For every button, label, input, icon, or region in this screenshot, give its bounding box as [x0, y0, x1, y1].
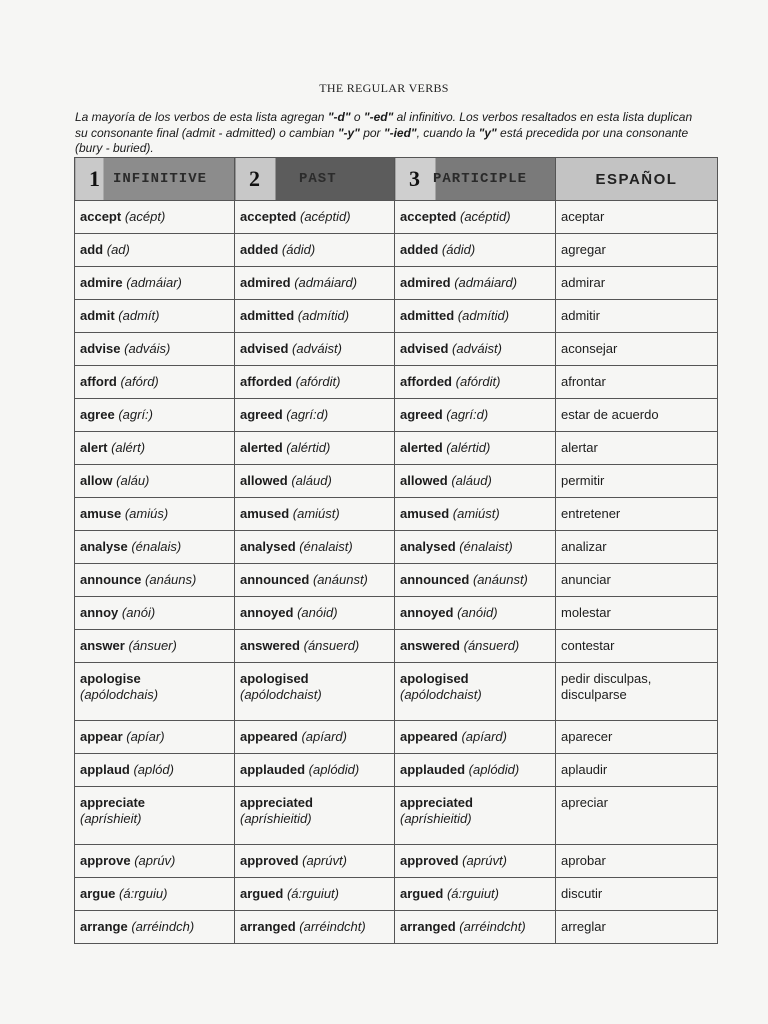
- table-row: [75, 399, 718, 432]
- table-row: [75, 911, 718, 944]
- participle-cell: [395, 531, 556, 564]
- spanish-cell: aprobar: [556, 845, 718, 878]
- pronunciation: (á:rguiut): [446, 886, 499, 901]
- pronunciation: (aprúv): [134, 853, 176, 868]
- table-row: [75, 754, 718, 787]
- pronunciation: (alért): [111, 440, 146, 455]
- table-row: [75, 663, 718, 721]
- infinitive-cell: [75, 366, 235, 399]
- verb-word: amuse: [80, 506, 122, 521]
- pronunciation: (énalaist): [299, 539, 353, 554]
- table-row: [75, 201, 718, 234]
- header-espanol: [556, 158, 718, 201]
- verb-word: analysed: [400, 539, 456, 554]
- verb-word: approve: [80, 853, 131, 868]
- participle-cell: [395, 465, 556, 498]
- verb-word: admired: [240, 275, 291, 290]
- table-row: [75, 721, 718, 754]
- infinitive-cell: [75, 564, 235, 597]
- past-cell: [235, 721, 395, 754]
- pronunciation: (ánsuerd): [303, 638, 360, 653]
- pronunciation: (alértid): [446, 440, 491, 455]
- page-title: THE REGULAR VERBS: [319, 81, 449, 95]
- participle-cell: [395, 267, 556, 300]
- pronunciation: (apólodchaist): [240, 687, 322, 702]
- spanish-cell: permitir: [556, 465, 718, 498]
- header-label: PAST: [299, 171, 337, 187]
- pronunciation: (agrí:d): [446, 407, 489, 422]
- spanish-cell: anunciar: [556, 564, 718, 597]
- verb-word: allow: [80, 473, 113, 488]
- verb-word: argued: [400, 886, 444, 901]
- infinitive-cell: [75, 911, 235, 944]
- verb-word: admit: [80, 308, 115, 323]
- pronunciation: (amiús): [124, 506, 169, 521]
- header-number: 1: [89, 166, 101, 191]
- verb-word: admire: [80, 275, 123, 290]
- verb-word: argue: [80, 886, 116, 901]
- verb-word: added: [400, 242, 439, 257]
- infinitive-cell: [75, 630, 235, 663]
- pronunciation: (aplódid): [468, 762, 520, 777]
- verb-word: appeared: [400, 729, 458, 744]
- infinitive-cell: [75, 432, 235, 465]
- table-row: [75, 630, 718, 663]
- table-row: [75, 564, 718, 597]
- participle-cell: [395, 432, 556, 465]
- verb-word: accept: [80, 209, 122, 224]
- past-cell: [235, 432, 395, 465]
- pronunciation: (acépt): [124, 209, 166, 224]
- pronunciation: (anóid): [297, 605, 338, 620]
- pronunciation: (agrí:): [118, 407, 153, 422]
- participle-cell: [395, 911, 556, 944]
- spanish-cell: agregar: [556, 234, 718, 267]
- participle-cell: [395, 787, 556, 845]
- pronunciation: (ad): [106, 242, 130, 257]
- verb-word: added: [240, 242, 279, 257]
- verb-word: arranged: [400, 919, 456, 934]
- participle-cell: [395, 878, 556, 911]
- pronunciation: (apíard): [301, 729, 347, 744]
- pronunciation: (aprúvt): [302, 853, 347, 868]
- table-row: [75, 878, 718, 911]
- spanish-cell: aplaudir: [556, 754, 718, 787]
- table-row: [75, 845, 718, 878]
- past-cell: [235, 300, 395, 333]
- past-cell: [235, 911, 395, 944]
- pronunciation: (apríshieitid): [240, 811, 312, 826]
- verb-word: admitted: [240, 308, 295, 323]
- pronunciation: (admítid): [297, 308, 350, 323]
- verb-word: add: [80, 242, 104, 257]
- past-cell: [235, 878, 395, 911]
- infinitive-cell: [75, 597, 235, 630]
- verb-word: admired: [400, 275, 451, 290]
- verb-word: amused: [240, 506, 290, 521]
- verb-word: alerted: [240, 440, 283, 455]
- verb-word: answer: [80, 638, 125, 653]
- pronunciation: (agrí:d): [286, 407, 329, 422]
- verb-word: approved: [240, 853, 299, 868]
- spanish-cell: entretener: [556, 498, 718, 531]
- verb-word: advised: [400, 341, 449, 356]
- pronunciation: (acéptid): [300, 209, 351, 224]
- participle-cell: [395, 845, 556, 878]
- verbs-table: [74, 157, 718, 944]
- spanish-cell: arreglar: [556, 911, 718, 944]
- pronunciation: (amiúst): [292, 506, 340, 521]
- spanish-cell: alertar: [556, 432, 718, 465]
- table-row: [75, 498, 718, 531]
- pronunciation: (anáunst): [472, 572, 528, 587]
- verbs-table-body: [75, 201, 718, 944]
- verb-word: agreed: [400, 407, 443, 422]
- pronunciation: (aláud): [451, 473, 492, 488]
- header-label: ESPAÑOL: [595, 170, 678, 188]
- verb-word: argued: [240, 886, 284, 901]
- header-number: 3: [409, 166, 421, 191]
- past-cell: [235, 564, 395, 597]
- table-row: [75, 366, 718, 399]
- participle-cell: [395, 234, 556, 267]
- past-cell: [235, 498, 395, 531]
- participle-cell: [395, 300, 556, 333]
- header-label: INFINITIVE: [113, 171, 208, 187]
- verb-word: admitted: [400, 308, 455, 323]
- pronunciation: (á:rguiu): [119, 886, 168, 901]
- header-participle: [395, 158, 556, 201]
- pronunciation: (afórdit): [295, 374, 341, 389]
- verb-word: announce: [80, 572, 142, 587]
- past-cell: [235, 531, 395, 564]
- infinitive-cell: [75, 399, 235, 432]
- pronunciation: (aláu): [116, 473, 150, 488]
- pronunciation: (admít): [118, 308, 160, 323]
- pronunciation: (acéptid): [460, 209, 511, 224]
- verb-word: alert: [80, 440, 108, 455]
- participle-cell: [395, 366, 556, 399]
- past-cell: [235, 663, 395, 721]
- header-past: [235, 158, 395, 201]
- past-cell: [235, 465, 395, 498]
- verb-word: afforded: [400, 374, 452, 389]
- table-row: [75, 234, 718, 267]
- header-label: PARTICIPLE: [433, 171, 528, 187]
- pronunciation: (admáiar): [126, 275, 182, 290]
- past-cell: [235, 845, 395, 878]
- pronunciation: (arréindch): [131, 919, 195, 934]
- infinitive-cell: [75, 845, 235, 878]
- verb-word: answered: [240, 638, 300, 653]
- pronunciation: (admáiard): [454, 275, 518, 290]
- table-row: [75, 300, 718, 333]
- table-row: [75, 333, 718, 366]
- past-cell: [235, 399, 395, 432]
- pronunciation: (anói): [121, 605, 156, 620]
- verb-word: afford: [80, 374, 117, 389]
- verb-word: announced: [400, 572, 470, 587]
- spanish-cell: estar de acuerdo: [556, 399, 718, 432]
- pronunciation: (adváist): [292, 341, 342, 356]
- infinitive-cell: [75, 787, 235, 845]
- table-row: [75, 465, 718, 498]
- pronunciation: (arréindcht): [299, 919, 366, 934]
- infinitive-cell: [75, 531, 235, 564]
- past-cell: [235, 754, 395, 787]
- verb-word: analysed: [240, 539, 296, 554]
- participle-cell: [395, 201, 556, 234]
- past-cell: [235, 787, 395, 845]
- verb-word: accepted: [400, 209, 457, 224]
- verb-word: appreciated: [400, 795, 473, 810]
- verb-word: appeared: [240, 729, 298, 744]
- participle-cell: [395, 630, 556, 663]
- header-infinitive: [75, 158, 235, 201]
- pronunciation: (alértid): [286, 440, 331, 455]
- verb-word: afforded: [240, 374, 292, 389]
- spanish-cell: aparecer: [556, 721, 718, 754]
- verb-word: arranged: [240, 919, 296, 934]
- pronunciation: (arréindcht): [459, 919, 526, 934]
- verb-word: alerted: [400, 440, 443, 455]
- spanish-cell: afrontar: [556, 366, 718, 399]
- pronunciation: (admáiard): [294, 275, 358, 290]
- pronunciation: (aprúvt): [462, 853, 507, 868]
- pronunciation: (afórd): [120, 374, 159, 389]
- verb-word: appreciated: [240, 795, 313, 810]
- verb-word: announced: [240, 572, 310, 587]
- verb-word: annoy: [80, 605, 119, 620]
- table-row: [75, 787, 718, 845]
- table-row: [75, 432, 718, 465]
- verb-word: accepted: [240, 209, 297, 224]
- table-row: [75, 597, 718, 630]
- table-header-row: [75, 158, 718, 201]
- spanish-cell: molestar: [556, 597, 718, 630]
- pronunciation: (ádid): [281, 242, 316, 257]
- pronunciation: (ánsuer): [128, 638, 177, 653]
- participle-cell: [395, 399, 556, 432]
- pronunciation: (afórdit): [455, 374, 501, 389]
- past-cell: [235, 366, 395, 399]
- header-number: 2: [249, 166, 261, 191]
- verb-word: apologised: [400, 671, 469, 686]
- verb-word: allowed: [240, 473, 288, 488]
- verb-word: arrange: [80, 919, 128, 934]
- pronunciation: (ádid): [441, 242, 476, 257]
- infinitive-cell: [75, 300, 235, 333]
- verb-word: applaud: [80, 762, 130, 777]
- pronunciation: (á:rguiut): [286, 886, 339, 901]
- verb-word: approved: [400, 853, 459, 868]
- verb-word: agreed: [240, 407, 283, 422]
- infinitive-cell: [75, 465, 235, 498]
- spanish-cell: analizar: [556, 531, 718, 564]
- infinitive-cell: [75, 878, 235, 911]
- spanish-cell: pedir disculpas, disculparse: [556, 663, 718, 721]
- participle-cell: [395, 721, 556, 754]
- verb-word: applauded: [400, 762, 466, 777]
- pronunciation: (énalaist): [459, 539, 513, 554]
- infinitive-cell: [75, 754, 235, 787]
- infinitive-cell: [75, 498, 235, 531]
- pronunciation: (apríshieit): [80, 811, 142, 826]
- participle-cell: [395, 564, 556, 597]
- past-cell: [235, 201, 395, 234]
- pronunciation: (amiúst): [452, 506, 500, 521]
- pronunciation: (apólodchaist): [400, 687, 482, 702]
- table-row: [75, 267, 718, 300]
- verb-word: annoyed: [240, 605, 294, 620]
- verb-word: amused: [400, 506, 450, 521]
- infinitive-cell: [75, 267, 235, 300]
- infinitive-cell: [75, 721, 235, 754]
- spanish-cell: contestar: [556, 630, 718, 663]
- pronunciation: (aplód): [133, 762, 174, 777]
- pronunciation: (apríshieitid): [400, 811, 472, 826]
- verb-word: analyse: [80, 539, 128, 554]
- participle-cell: [395, 663, 556, 721]
- verb-word: appear: [80, 729, 123, 744]
- spanish-cell: discutir: [556, 878, 718, 911]
- intro-paragraph: La mayoría de los verbos de esta lista agregan "-d" o "-ed" al infinitivo. Los verbos resaltados en esta lista duplican su consonante final (admit - admitted) o cambian "-y" por "-ied", cuando la "y" está precedida por una consonante (bury - buried).: [75, 110, 693, 155]
- infinitive-cell: [75, 201, 235, 234]
- spanish-cell: admitir: [556, 300, 718, 333]
- past-cell: [235, 597, 395, 630]
- past-cell: [235, 267, 395, 300]
- spanish-cell: aceptar: [556, 201, 718, 234]
- participle-cell: [395, 333, 556, 366]
- verb-word: advise: [80, 341, 121, 356]
- pronunciation: (ánsuerd): [463, 638, 520, 653]
- past-cell: [235, 234, 395, 267]
- pronunciation: (anáunst): [312, 572, 368, 587]
- spanish-cell: aconsejar: [556, 333, 718, 366]
- verb-word: annoyed: [400, 605, 454, 620]
- verb-word: agree: [80, 407, 115, 422]
- verb-word: applauded: [240, 762, 306, 777]
- spanish-cell: apreciar: [556, 787, 718, 845]
- verb-word: apologised: [240, 671, 309, 686]
- verb-word: answered: [400, 638, 460, 653]
- pronunciation: (adváis): [124, 341, 171, 356]
- pronunciation: (anóid): [457, 605, 498, 620]
- pronunciation: (aláud): [291, 473, 332, 488]
- verb-word: advised: [240, 341, 289, 356]
- infinitive-cell: [75, 333, 235, 366]
- verb-word: allowed: [400, 473, 448, 488]
- table-row: [75, 531, 718, 564]
- pronunciation: (anáuns): [145, 572, 197, 587]
- past-cell: [235, 630, 395, 663]
- infinitive-cell: [75, 663, 235, 721]
- pronunciation: (apíar): [126, 729, 165, 744]
- pronunciation: (apólodchais): [80, 687, 159, 702]
- verb-word: appreciate: [80, 795, 146, 810]
- participle-cell: [395, 754, 556, 787]
- pronunciation: (énalais): [131, 539, 182, 554]
- infinitive-cell: [75, 234, 235, 267]
- participle-cell: [395, 597, 556, 630]
- participle-cell: [395, 498, 556, 531]
- pronunciation: (adváist): [452, 341, 502, 356]
- past-cell: [235, 333, 395, 366]
- spanish-cell: admirar: [556, 267, 718, 300]
- pronunciation: (admítid): [457, 308, 510, 323]
- pronunciation: (aplódid): [308, 762, 360, 777]
- pronunciation: (apíard): [461, 729, 507, 744]
- verb-word: apologise: [80, 671, 141, 686]
